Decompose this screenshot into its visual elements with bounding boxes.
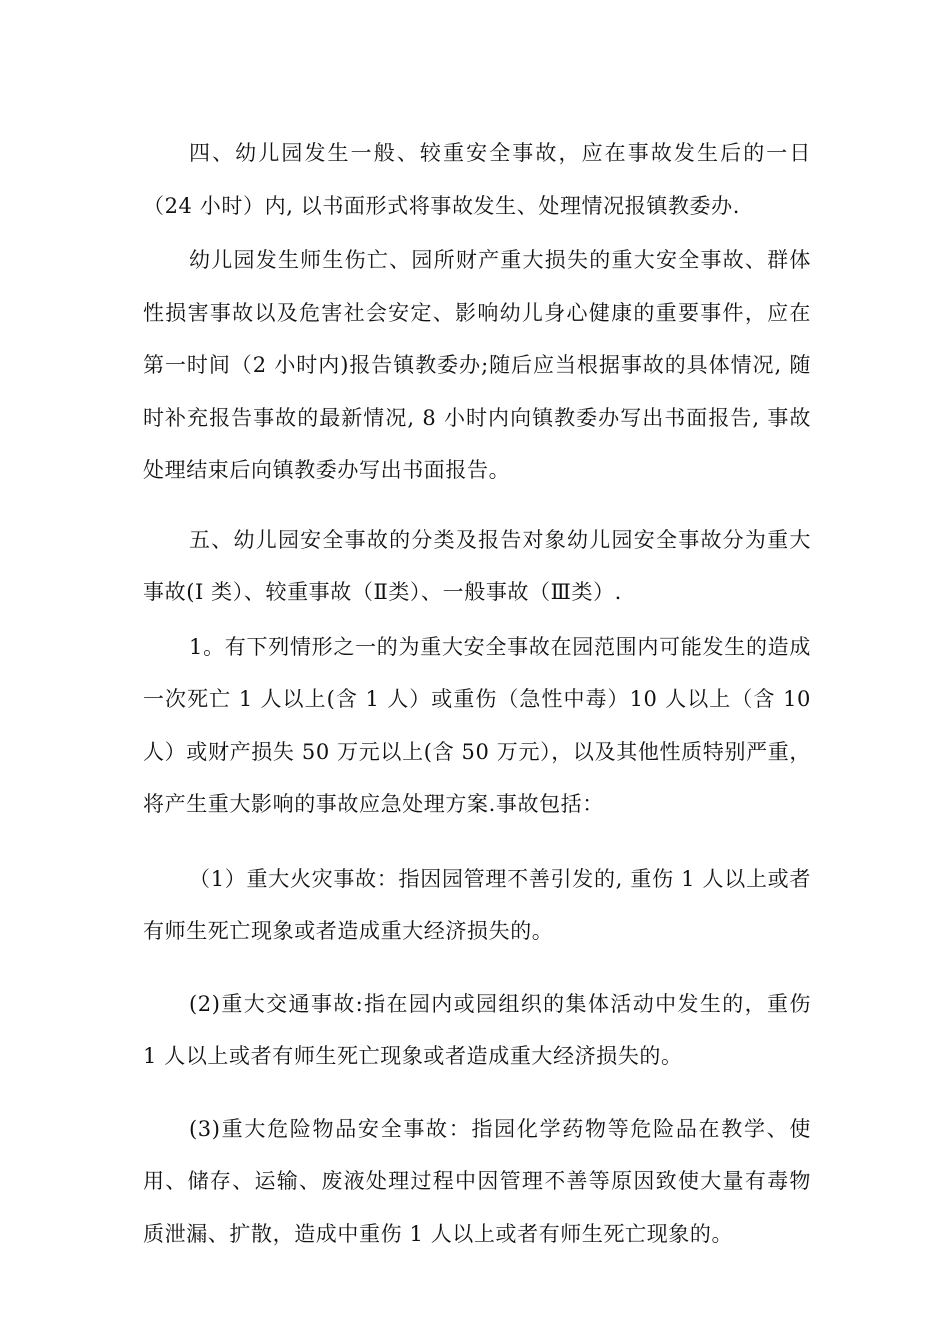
list-item-traffic-accident: (2)重大交通事故:指在园内或园组织的集体活动中发生的，重伤 1 人以上或者有师生死亡现象或者造成重大经济损失的。 [143,991,811,1068]
paragraph-major-incident-reporting: 幼儿园发生师生伤亡、园所财产重大损失的重大安全事故、群体性损害事故以及危害社会安定、影响幼儿身心健康的重要事件，应在第一时间（2 小时内)报告镇教委办;随后应当根据事故的具体情况, 随时补充报告事故的最新情况, 8 小时内向镇教委办写出书面报告, 事故处理结束后向镇教委办写出书面报告。 [143,248,811,482]
paragraph-section-five: 五、幼儿园安全事故的分类及报告对象幼儿园安全事故分为重大事故(Ⅰ 类）、较重事故（Ⅱ类）、一般事故（Ⅲ类）. [143,527,811,604]
paragraph-section-four: 四、幼儿园发生一般、较重安全事故，应在事故发生后的一日（24 小时）内, 以书面形式将事故发生、处理情况报镇教委办. [143,141,811,218]
paragraph-major-accident-definition: 1。有下列情形之一的为重大安全事故在园范围内可能发生的造成一次死亡 1 人以上(含 1 人）或重伤（急性中毒）10 人以上（含 10 人）或财产损失 50 万元以上(含 50 万元），以及其他性质特别严重，将产生重大影响的事故应急处理方案.事故包括： [143,634,811,816]
document-body [143,127,811,1260]
list-item-hazardous-materials-accident: (3)重大危险物品安全事故：指园化学药物等危险品在教学、使用、储存、运输、废液处理过程中因管理不善等原因致使大量有毒物质泄漏、扩散，造成中重伤 1 人以上或者有师生死亡现象的。 [143,1116,811,1246]
list-item-fire-accident: （1）重大火灾事故：指因园管理不善引发的, 重伤 1 人以上或者有师生死亡现象或者造成重大经济损失的。 [143,866,811,943]
